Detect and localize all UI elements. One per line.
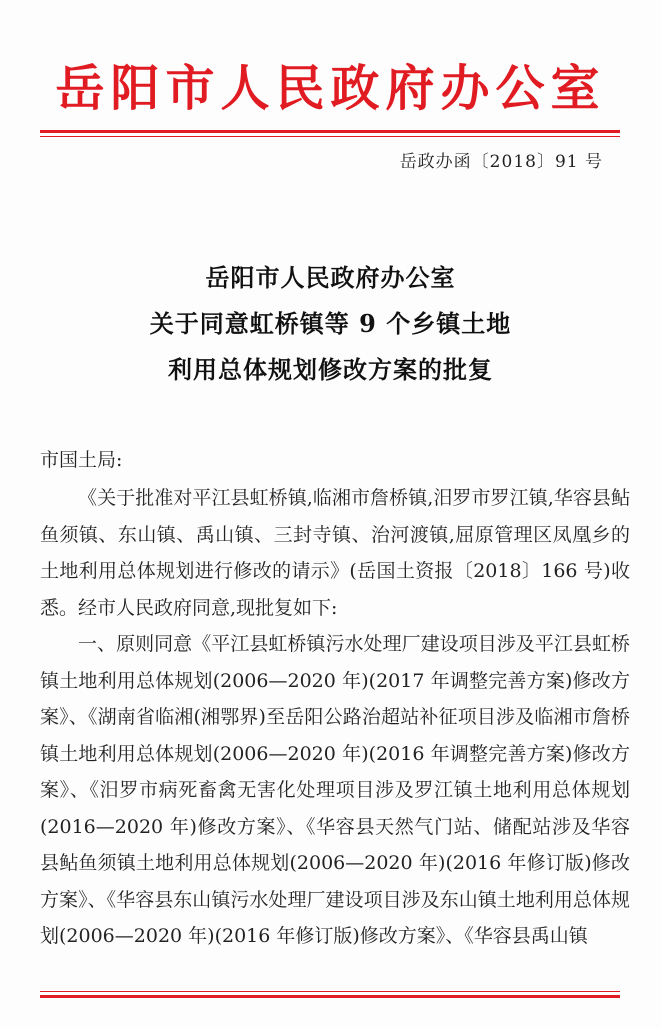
document-body <box>40 480 630 955</box>
document-title-line-3: 利用总体规划修改方案的批复 <box>168 355 493 384</box>
document-title-line-2: 关于同意虹桥镇等 9 个乡镇土地 <box>149 309 512 338</box>
salutation: 市国土局: <box>40 449 123 471</box>
footer-red-rule-thin <box>40 991 620 992</box>
body-paragraph-1: 《关于批准对平江县虹桥镇,临湘市詹桥镇,汨罗市罗江镇,华容县鲇鱼须镇、东山镇、禹山镇、三封寺镇、治河渡镇,屈原管理区凤凰乡的土地利用总体规划进行修改的请示》(岳国土资报〔2018〕166 号)收悉。经市人民政府同意,现批复如下: <box>40 487 630 619</box>
body-paragraph-2: 一、原则同意《平江县虹桥镇污水处理厂建设项目涉及平江县虹桥镇土地利用总体规划(2006—2020 年)(2017 年调整完善方案)修改方案》、《湖南省临湘(湘鄂界)至岳阳公路治超站补征项目涉及临湘市詹桥镇土地利用总体规划(2006—2020 年)(2016 年调整完善方案)修改方案》、《汨罗市病死畜禽无害化处理项目涉及罗江镇土地利用总体规划(2016—2020 年)修改方案》、《华容县天然气门站、储配站涉及华容县鲇鱼须镇土地利用总体规划(2006—2020 年)(2016 年修订版)修改方案》、《华容县东山镇污水处理厂建设项目涉及东山镇土地利用总体规划(2006—2020 年)(2016 年修订版)修改方案》、《华容县禹山镇 <box>40 633 630 947</box>
header-red-rule-thick <box>40 130 620 133</box>
document-title-line-1: 岳阳市人民政府办公室 <box>205 263 456 292</box>
issuing-authority-header: 岳阳市人民政府办公室 <box>55 59 606 117</box>
document-number: 岳政办函〔2018〕91 号 <box>399 152 603 172</box>
footer-red-rule-thick <box>40 995 620 998</box>
header-red-rule-thin <box>40 136 620 137</box>
